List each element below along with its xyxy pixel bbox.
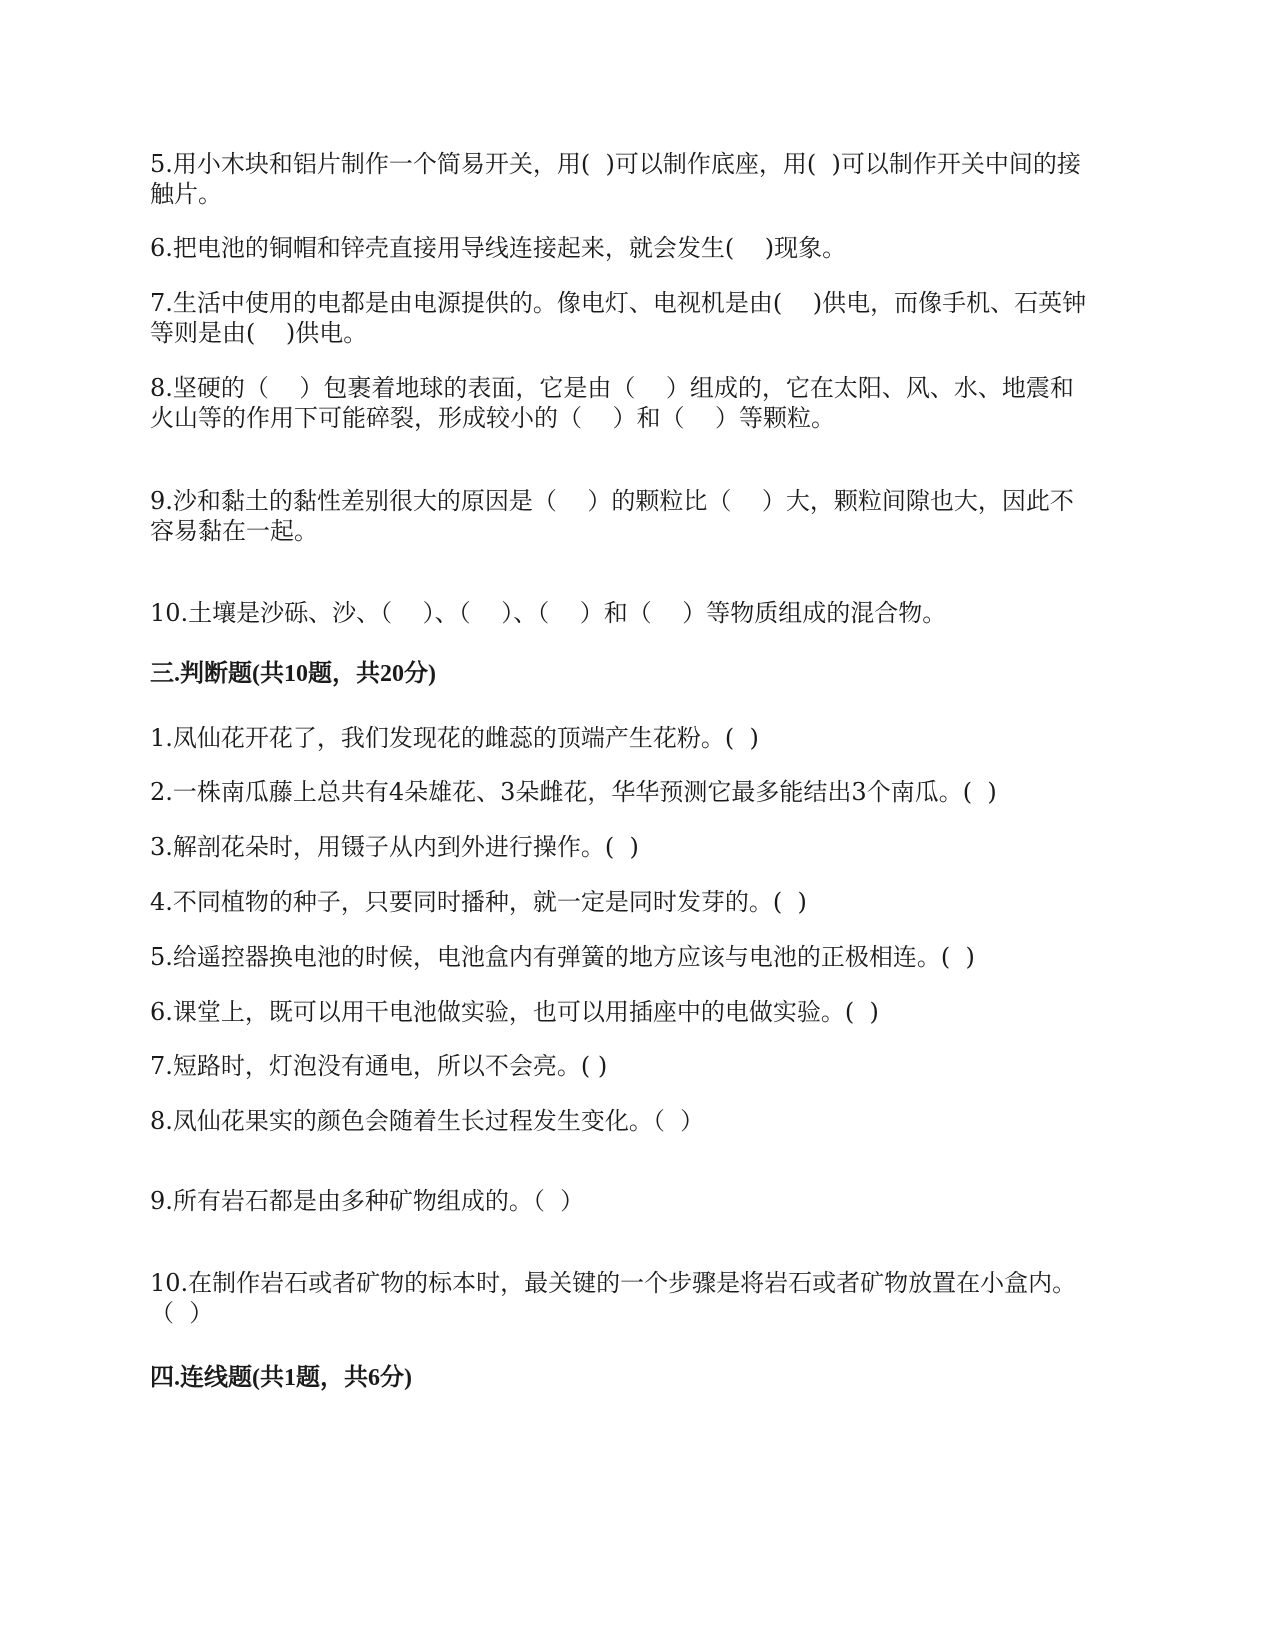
- judge-3: 3.解剖花朵时，用镊子从内到外进行操作。( ): [150, 833, 639, 861]
- judge-9: 9.所有岩石都是由多种矿物组成的。（ ）: [150, 1187, 585, 1215]
- question-8-line-2: 火山等的作用下可能碎裂，形成较小的（ ）和（ ）等颗粒。: [150, 404, 836, 432]
- question-5-line-2: 触片。: [150, 180, 222, 208]
- judge-6: 6.课堂上，既可以用干电池做实验，也可以用插座中的电做实验。( ): [150, 998, 879, 1026]
- judge-5: 5.给遥控器换电池的时候，电池盒内有弹簧的地方应该与电池的正极相连。( ): [150, 943, 975, 971]
- judge-10-line-2: （ ）: [150, 1299, 214, 1327]
- judge-8: 8.凤仙花果实的颜色会随着生长过程发生变化。（ ）: [150, 1107, 705, 1135]
- judge-4: 4.不同植物的种子，只要同时播种，就一定是同时发芽的。( ): [150, 888, 807, 916]
- judge-7: 7.短路时，灯泡没有通电，所以不会亮。( ): [150, 1052, 608, 1080]
- question-6-line-1: 6.把电池的铜帽和锌壳直接用导线连接起来，就会发生( )现象。: [150, 234, 847, 262]
- question-7-line-1: 7.生活中使用的电都是由电源提供的。像电灯、电视机是由( )供电，而像手机、石英钟: [150, 289, 1087, 317]
- judge-1: 1.凤仙花开花了，我们发现花的雌蕊的顶端产生花粉。( ): [150, 724, 759, 752]
- judge-10-line-1: 10.在制作岩石或者矿物的标本时，最关键的一个步骤是将岩石或者矿物放置在小盒内。: [150, 1269, 1077, 1297]
- question-9-line-1: 9.沙和黏土的黏性差别很大的原因是（ ）的颗粒比（ ）大，颗粒间隙也大，因此不: [150, 487, 1074, 515]
- question-7-line-2: 等则是由( )供电。: [150, 319, 368, 347]
- question-8-line-1: 8.坚硬的（ ）包裹着地球的表面，它是由（ ）组成的，它在太阳、风、水、地震和: [150, 374, 1074, 402]
- question-10-line-1: 10.土壤是沙砾、沙、（ ）、（ ）、（ ）和（ ）等物质组成的混合物。: [150, 599, 947, 627]
- section-4-heading: 四.连线题(共1题，共6分): [150, 1365, 412, 1391]
- question-9-line-2: 容易黏在一起。: [150, 517, 318, 545]
- section-3-heading: 三.判断题(共10题，共20分): [150, 661, 436, 687]
- judge-2: 2.一株南瓜藤上总共有4朵雄花、3朵雌花，华华预测它最多能结出3个南瓜。( ): [150, 778, 997, 806]
- question-5-line-1: 5.用小木块和铝片制作一个简易开关，用( )可以制作底座，用( )可以制作开关中间的接: [150, 150, 1081, 178]
